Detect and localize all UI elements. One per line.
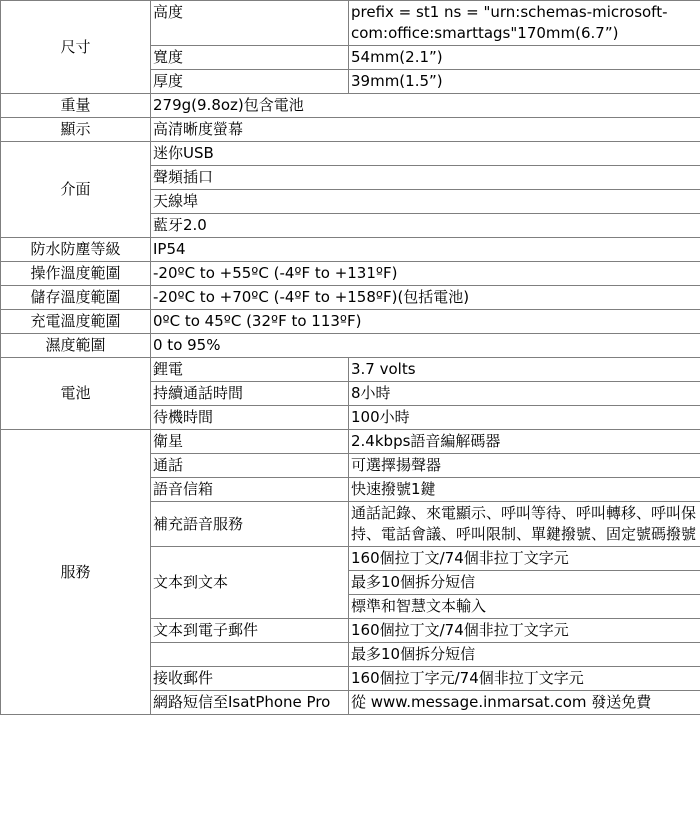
row-value: IP54 bbox=[151, 238, 700, 262]
row-label: 鋰電 bbox=[151, 358, 349, 382]
row-label: 接收郵件 bbox=[151, 667, 349, 691]
row-value: 39mm(1.5”) bbox=[349, 70, 700, 94]
row-label: 文本到文本 bbox=[151, 547, 349, 619]
row-label: 補充語音服務 bbox=[151, 502, 349, 547]
row-label: 通話 bbox=[151, 454, 349, 478]
row-label: 厚度 bbox=[151, 70, 349, 94]
row-label: 高度 bbox=[151, 1, 349, 46]
category-battery: 電池 bbox=[1, 358, 151, 430]
row-label: 衛星 bbox=[151, 430, 349, 454]
table-row bbox=[1, 1, 700, 46]
table-row bbox=[1, 262, 700, 286]
row-value: 8小時 bbox=[349, 382, 700, 406]
row-value: 高清晰度螢幕 bbox=[151, 118, 700, 142]
row-value: 可選擇揚聲器 bbox=[349, 454, 700, 478]
table-row bbox=[1, 334, 700, 358]
row-label: 持續通話時間 bbox=[151, 382, 349, 406]
row-value: -20ºC to +70ºC (-4ºF to +158ºF)(包括電池) bbox=[151, 286, 700, 310]
row-value: 藍牙2.0 bbox=[151, 214, 700, 238]
row-value: 3.7 volts bbox=[349, 358, 700, 382]
row-value: 100小時 bbox=[349, 406, 700, 430]
category-display: 顯示 bbox=[1, 118, 151, 142]
row-label: 語音信箱 bbox=[151, 478, 349, 502]
table-row bbox=[1, 94, 700, 118]
row-value: -20ºC to +55ºC (-4ºF to +131ºF) bbox=[151, 262, 700, 286]
row-label: 文本到電子郵件 bbox=[151, 619, 349, 643]
row-value: 0ºC to 45ºC (32ºF to 113ºF) bbox=[151, 310, 700, 334]
row-value: 天線埠 bbox=[151, 190, 700, 214]
row-label bbox=[151, 643, 349, 667]
row-label: 網路短信至IsatPhone Pro bbox=[151, 691, 349, 715]
row-value: 聲頻插口 bbox=[151, 166, 700, 190]
table-row bbox=[1, 142, 700, 166]
category-dimensions: 尺寸 bbox=[1, 1, 151, 94]
row-value: 54mm(2.1”) bbox=[349, 46, 700, 70]
row-value: 0 to 95% bbox=[151, 334, 700, 358]
row-value: 160個拉丁文/74個非拉丁文字元 bbox=[349, 547, 700, 571]
table-row bbox=[1, 310, 700, 334]
row-value: 快速撥號1鍵 bbox=[349, 478, 700, 502]
category-operating-temp: 操作溫度範圍 bbox=[1, 262, 151, 286]
row-value: 最多10個拆分短信 bbox=[349, 643, 700, 667]
row-value: 通話記錄、來電顯示、呼叫等待、呼叫轉移、呼叫保持、電話會議、呼叫限制、單鍵撥號、固定號碼撥號 bbox=[349, 502, 700, 547]
row-value: 標準和智慧文本輸入 bbox=[349, 595, 700, 619]
row-value: 160個拉丁字元/74個非拉丁文字元 bbox=[349, 667, 700, 691]
row-value: 從 www.message.inmarsat.com 發送免費 bbox=[349, 691, 700, 715]
row-value: 迷你USB bbox=[151, 142, 700, 166]
table-row bbox=[1, 238, 700, 262]
row-value: 最多10個拆分短信 bbox=[349, 571, 700, 595]
category-interface: 介面 bbox=[1, 142, 151, 238]
category-charging-temp: 充電溫度範圍 bbox=[1, 310, 151, 334]
category-services: 服務 bbox=[1, 430, 151, 715]
category-weight: 重量 bbox=[1, 94, 151, 118]
row-value: 279g(9.8oz)包含電池 bbox=[151, 94, 700, 118]
row-value: 160個拉丁文/74個非拉丁文字元 bbox=[349, 619, 700, 643]
row-label: 待機時間 bbox=[151, 406, 349, 430]
category-humidity: 濕度範圍 bbox=[1, 334, 151, 358]
row-value: 2.4kbps語音編解碼器 bbox=[349, 430, 700, 454]
category-ip-rating: 防水防塵等級 bbox=[1, 238, 151, 262]
table-row bbox=[1, 430, 700, 454]
category-storage-temp: 儲存溫度範圍 bbox=[1, 286, 151, 310]
table-row bbox=[1, 358, 700, 382]
row-label: 寬度 bbox=[151, 46, 349, 70]
row-value: prefix = st1 ns = "urn:schemas-microsoft-com:office:smarttags"170mm(6.7”) bbox=[349, 1, 700, 46]
table-row bbox=[1, 118, 700, 142]
table-row bbox=[1, 286, 700, 310]
